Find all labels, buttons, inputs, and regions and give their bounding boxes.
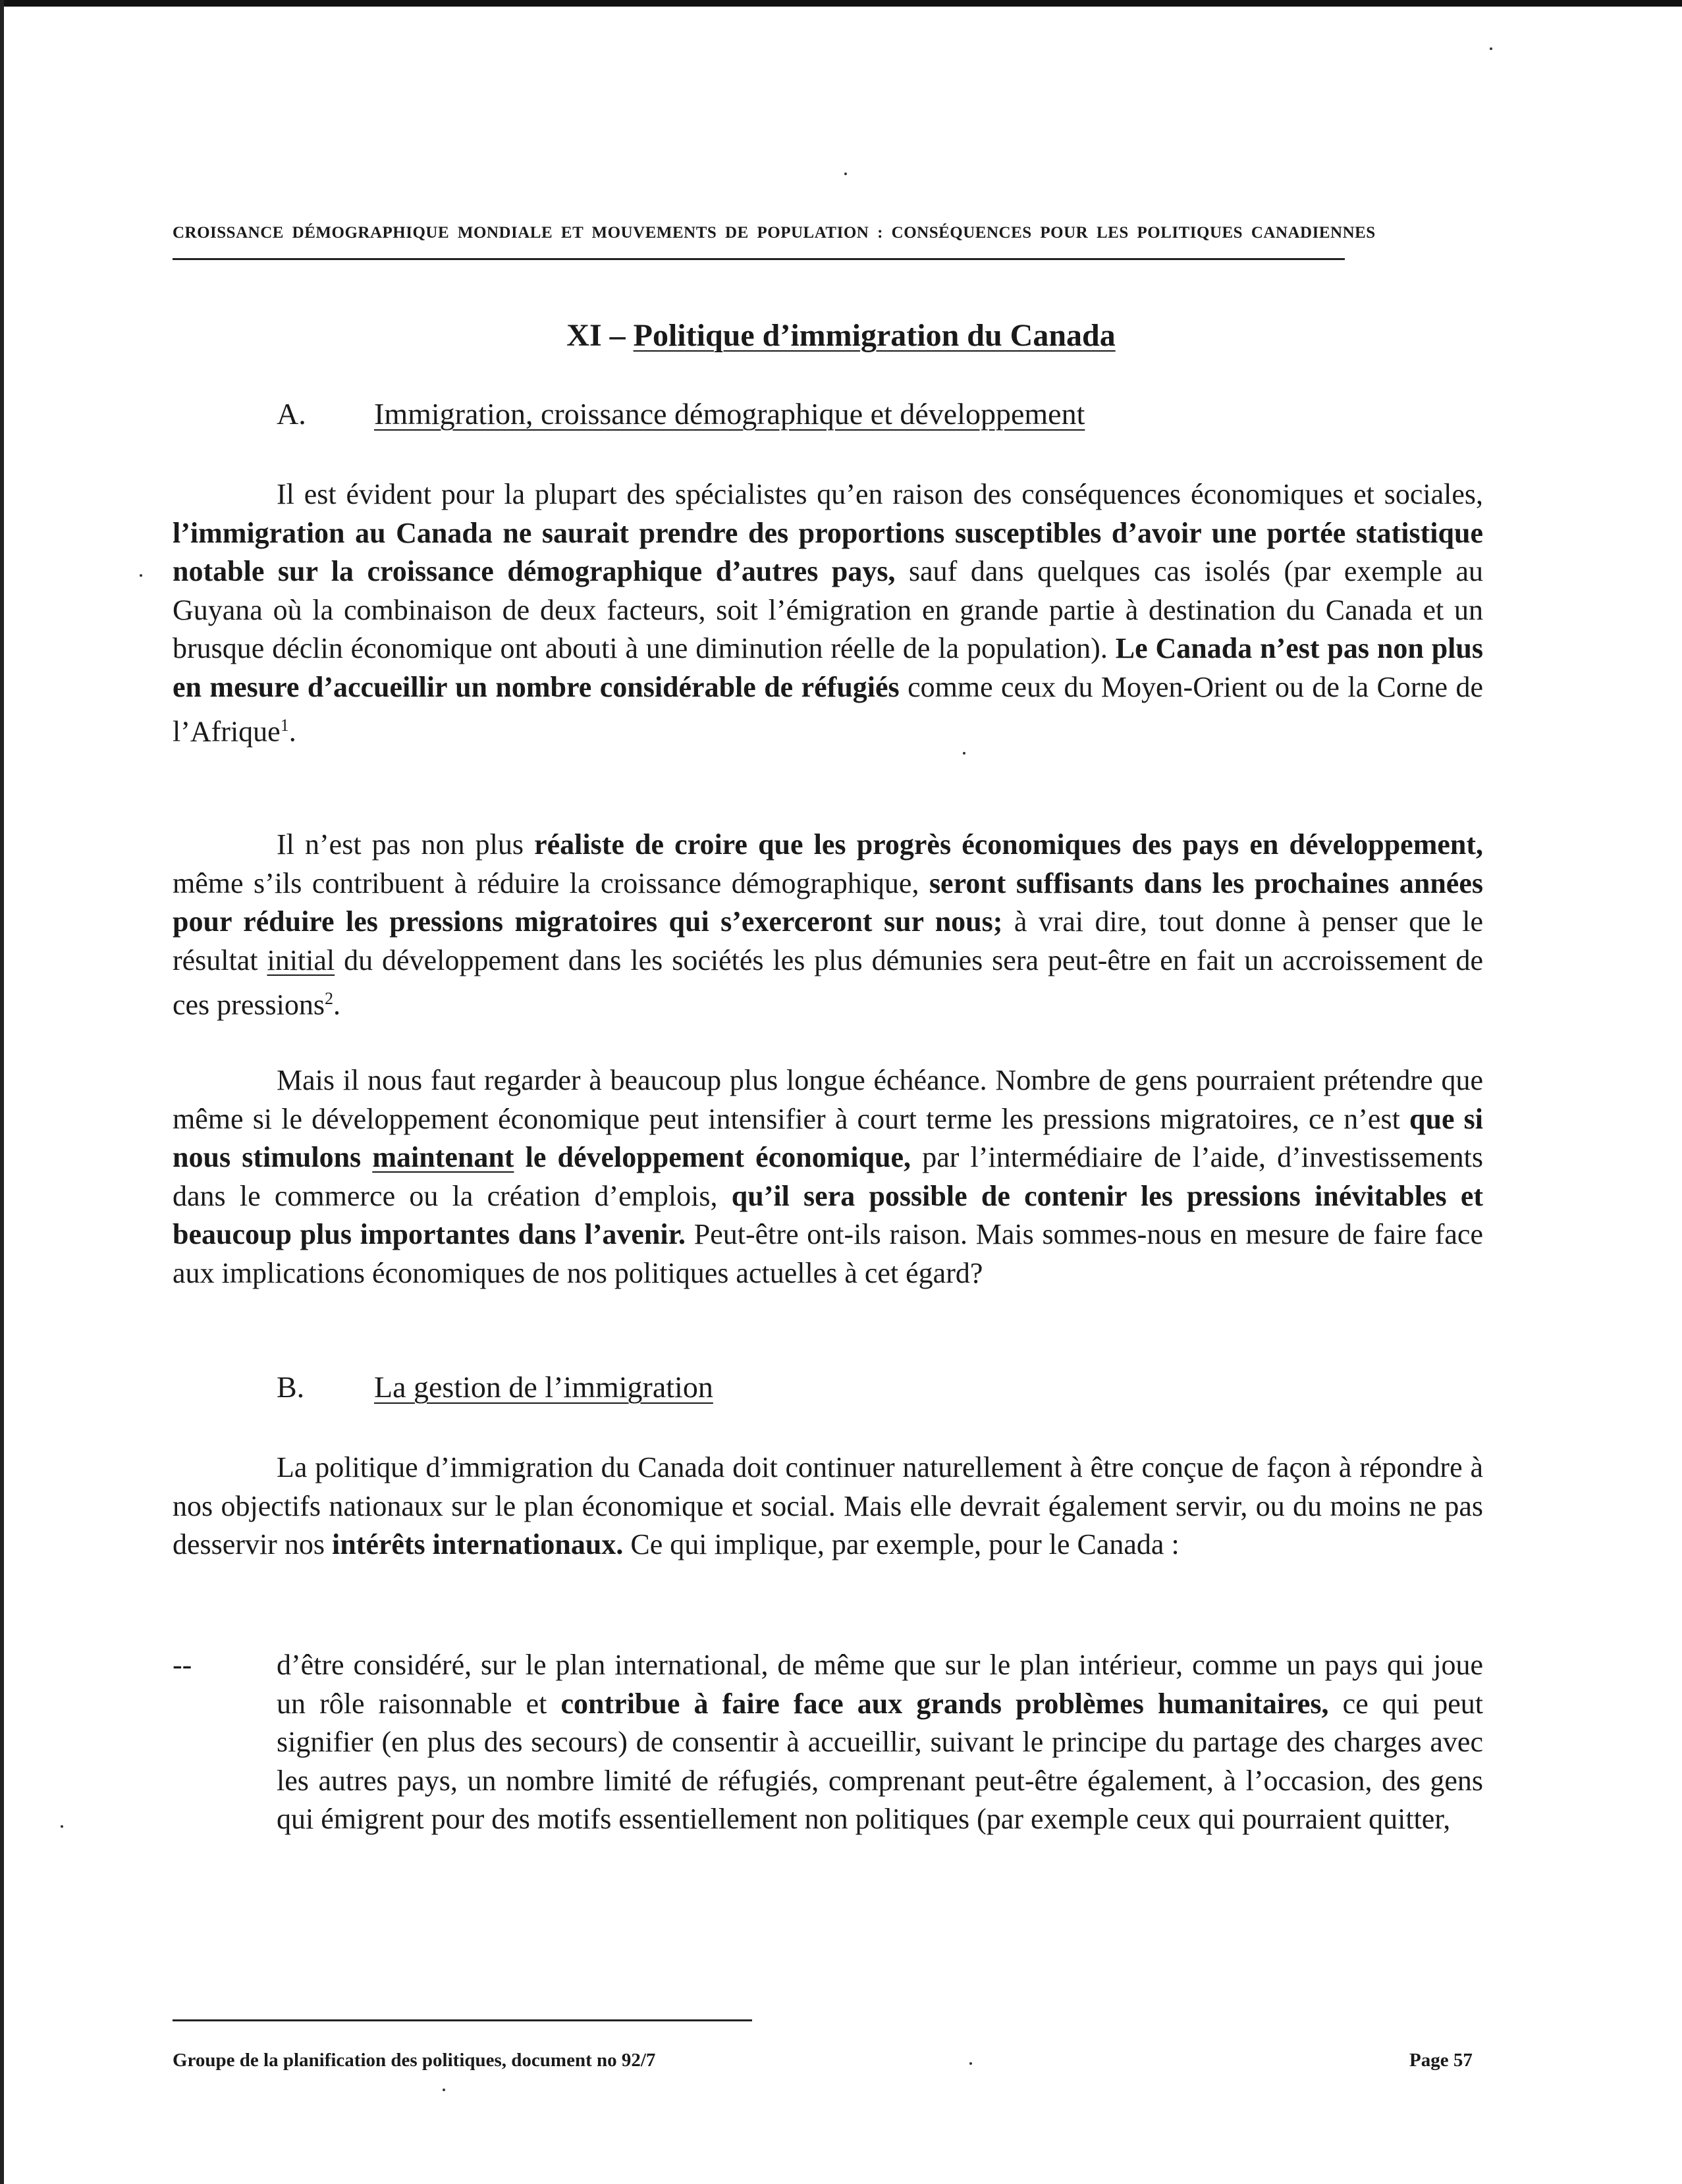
bold-run: Le Canada n’est pas non plus en mesure d’accueillir un nombre considérable de réfugiés bbox=[173, 632, 1483, 703]
scan-speck bbox=[969, 2062, 972, 2065]
section-heading-b bbox=[277, 1370, 713, 1404]
bold-underlined-run: maintenant bbox=[372, 1141, 514, 1173]
text-run: Il n’est pas non plus bbox=[277, 828, 535, 861]
bold-run: intérêts internationaux. bbox=[331, 1528, 624, 1560]
list-dash: -- bbox=[173, 1649, 192, 1681]
scan-speck bbox=[140, 574, 142, 577]
text-run: comme ceux du Moyen-Orient ou de la Corne de l’Afrique bbox=[173, 670, 1483, 748]
paragraph-3 bbox=[173, 1061, 1483, 1292]
text-run: Il est évident pour la plupart des spécialistes qu’en raison des conséquences économiques et sociales, bbox=[277, 478, 1483, 510]
text-run: La politique d’immigration du Canada doit continuer naturellement à être conçue de façon à répondre à nos objectifs nationaux sur le plan économique et social. Mais elle devrait également servir, ou du moins ne pas desservir nos bbox=[173, 1451, 1483, 1560]
chapter-title bbox=[0, 317, 1682, 354]
footnote-ref: 1 bbox=[280, 716, 289, 735]
paragraph-1 bbox=[173, 475, 1483, 751]
text-run: Ce qui implique, par exemple, pour le Canada : bbox=[623, 1528, 1180, 1560]
footer-document-id: Groupe de la planification des politiques, document no 92/7 bbox=[173, 2050, 656, 2071]
text-run: d’être considéré, sur le plan international, de même que sur le plan intérieur, comme un pays qui joue un rôle raisonnable et bbox=[277, 1649, 1483, 1720]
text-run: . bbox=[288, 715, 296, 748]
chapter-number: XI – bbox=[566, 318, 626, 353]
section-title: La gestion de l’immigration bbox=[374, 1370, 713, 1404]
text-run: Peut-être ont-ils raison. Mais sommes-nous en mesure de faire face aux implications économiques de nos politiques actuelles à cet égard? bbox=[173, 1218, 1483, 1289]
scan-speck bbox=[963, 752, 965, 755]
scan-speck bbox=[1490, 47, 1492, 50]
text-run: par l’intermédiaire de l’aide, d’investissements dans le commerce ou la création d’emplois, bbox=[173, 1141, 1483, 1212]
scan-speck bbox=[443, 2089, 445, 2091]
running-head-rule bbox=[173, 258, 1345, 260]
bold-run: que si nous stimulons bbox=[173, 1102, 1483, 1173]
text-run: . bbox=[333, 988, 340, 1021]
bold-run: seront suffisants dans les prochaines années pour réduire les pressions migratoires qui s’exerceront sur nous; bbox=[173, 866, 1483, 938]
footer-rule bbox=[173, 2019, 752, 2021]
section-heading-a bbox=[277, 396, 1085, 431]
paragraph-2 bbox=[173, 826, 1483, 1025]
section-letter: B. bbox=[277, 1370, 305, 1404]
paragraph-4 bbox=[173, 1449, 1483, 1564]
text-run: ce qui peut signifier (en plus des secours) de consentir à accueillir, suivant le principe du partage des charges avec les autres pays, un nombre limité de réfugiés, comprenant peut-être également, à l’occasion, des gens qui émigrent pour des motifs essentiellement non politiques (par exemple ceux qui pourraient quitter, bbox=[277, 1687, 1483, 1835]
scan-top-border bbox=[0, 0, 1682, 7]
footnote-ref: 2 bbox=[324, 989, 333, 1008]
scan-speck bbox=[844, 173, 847, 175]
chapter-title-text: Politique d’immigration du Canada bbox=[633, 318, 1116, 353]
section-letter: A. bbox=[277, 397, 306, 431]
underlined-run: initial bbox=[267, 944, 335, 976]
bold-run: réaliste de croire que les progrès économiques des pays en développement, bbox=[534, 828, 1484, 861]
section-title: Immigration, croissance démographique et développement bbox=[374, 397, 1085, 431]
text-run: Mais il nous faut regarder à beaucoup plus longue échéance. Nombre de gens pourraient prétendre que même si le développement économique peut intensifier à court terme les pressions migratoires, ce n’est bbox=[173, 1064, 1483, 1135]
footer-page-number: Page 57 bbox=[1409, 2050, 1473, 2071]
text-run: même s’ils contribuent à réduire la croissance démographique, bbox=[173, 866, 929, 899]
scan-speck bbox=[61, 1825, 63, 1828]
bold-run: contribue à faire face aux grands problèmes humanitaires, bbox=[560, 1687, 1329, 1720]
bold-run: qu’il sera possible de contenir les pressions inévitables et beaucoup plus importantes dans l’avenir. bbox=[173, 1179, 1484, 1250]
text-run: à vrai dire, tout donne à penser que le résultat bbox=[173, 905, 1483, 976]
bold-run: l’immigration au Canada ne saurait prendre des proportions susceptibles d’avoir une portée statistique notable sur la croissance démographique d’autres pays, bbox=[173, 516, 1483, 587]
list-item-body bbox=[277, 1646, 1483, 1839]
running-head: CROISSANCE DÉMOGRAPHIQUE MONDIALE ET MOUVEMENTS DE POPULATION : CONSÉQUENCES POUR LES POLITIQUES CANADIENNES bbox=[173, 224, 1376, 242]
text-run: sauf dans quelques cas isolés (par exemple au Guyana où la combinaison de deux facteurs, soit l’émigration en grande partie à destination du Canada et un brusque déclin économique ont abouti à une diminution réelle de la population). bbox=[173, 555, 1484, 664]
bold-run: le développement économique, bbox=[514, 1141, 911, 1173]
text-run: du développement dans les sociétés les plus démunies sera peut-être en fait un accroissement de ces pressions bbox=[173, 944, 1483, 1021]
